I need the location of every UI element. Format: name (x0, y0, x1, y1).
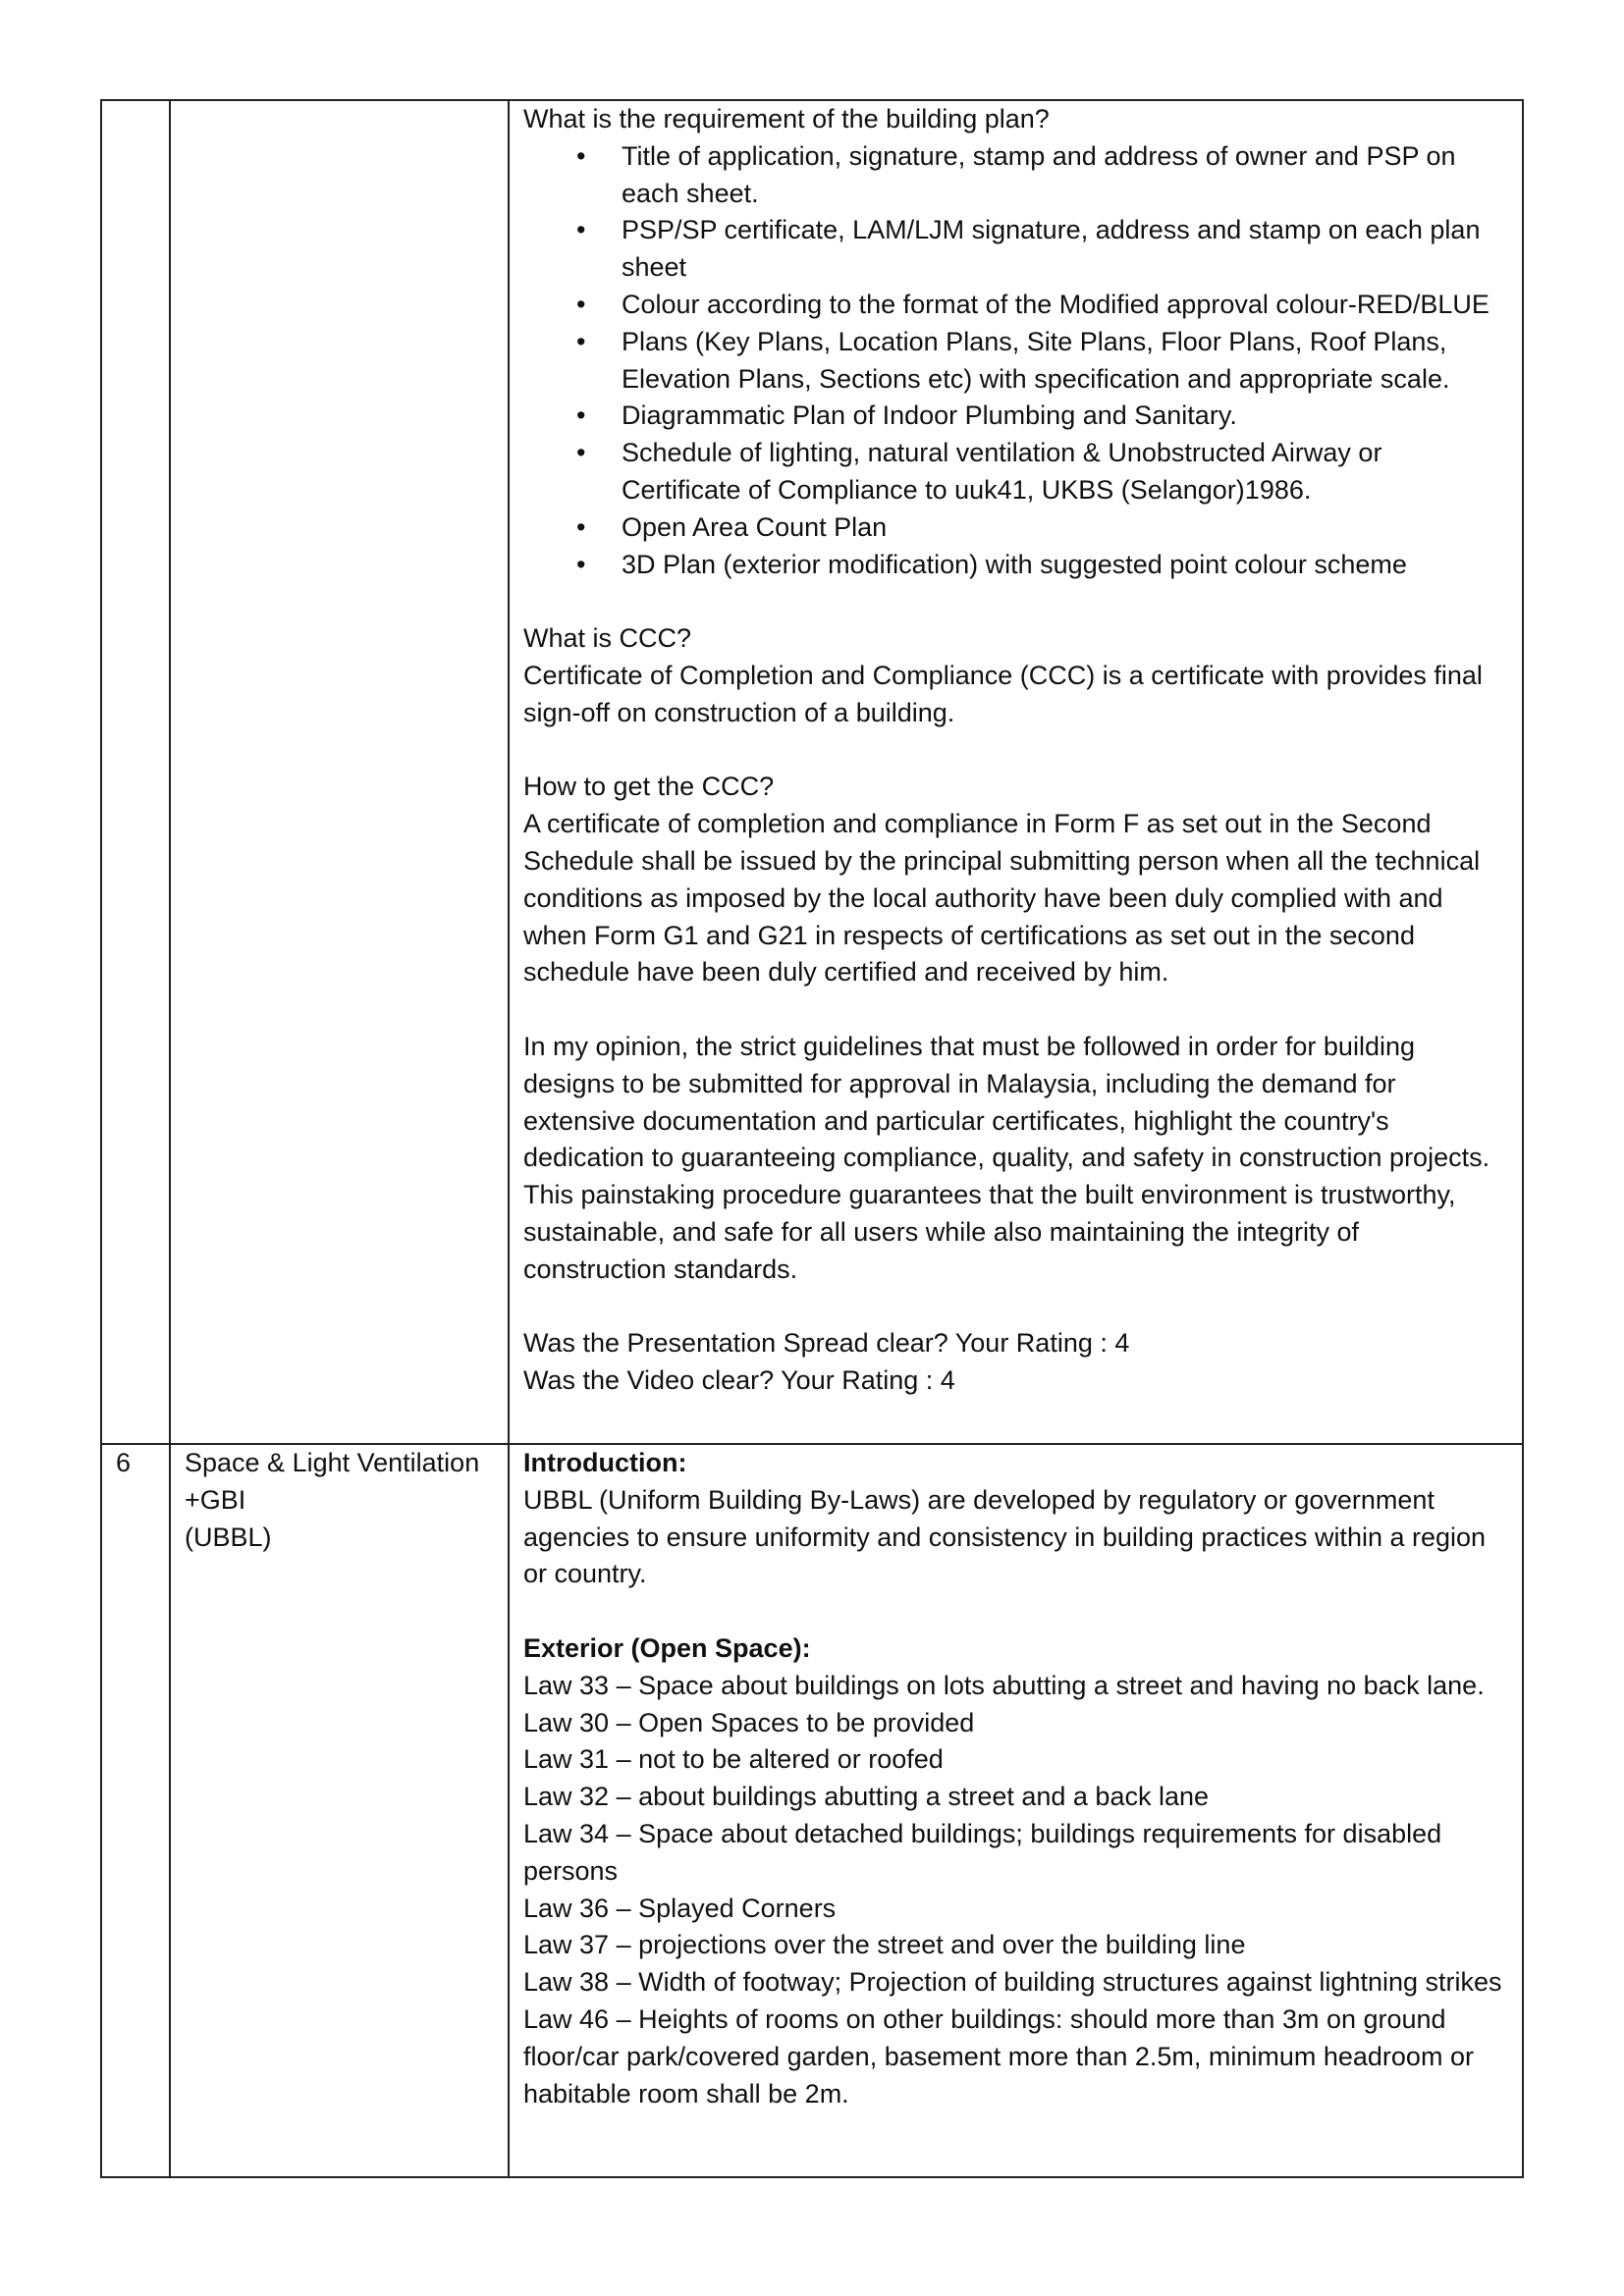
topic-line: (UBBL) (185, 1522, 272, 1552)
topic-cell (170, 1444, 509, 2177)
list-item: • Open Area Count Plan (622, 509, 1508, 547)
detail-cell (509, 1444, 1523, 2177)
building-plan-question: What is the requirement of the building plan? (523, 104, 1050, 133)
list-item: • Schedule of lighting, natural ventilation & Unobstructed Airway or Certificate of Compliance to uuk41, UKBS (Selangor)1986. (622, 435, 1508, 509)
topic-line: +GBI (185, 1484, 246, 1515)
exterior-heading: Exterior (Open Space): (523, 1632, 811, 1663)
table-row-previous (101, 100, 1523, 1444)
law-item: Law 34 – Space about detached buildings; buildings requirements for disabled persons (523, 1818, 1442, 1886)
list-item: • Title of application, signature, stamp and address of owner and PSP on each sheet. (622, 138, 1508, 213)
opinion-paragraph: In my opinion, the strict guidelines that must be followed in order for building designs to be submitted for approval in Malaysia, including the demand for extensive documentation and particular certificates, highlight the country's dedication to guaranteeing compliance, quality, and safety in construction projects. This painstaking procedure guarantees that the built environment is trustworthy, sustainable, and safe for all users while also maintaining the integrity of construction standards. (523, 1031, 1490, 1284)
spacer (523, 1289, 1508, 1326)
list-item: • 3D Plan (exterior modification) with suggested point colour scheme (622, 547, 1508, 584)
law-item: Law 37 – projections over the street and over the building line (523, 1930, 1246, 1960)
row-number-cell: 6 (101, 1444, 170, 2177)
detail-cell (509, 100, 1523, 1444)
list-item: • Plans (Key Plans, Location Plans, Site Plans, Floor Plans, Roof Plans, Elevation Plans, Sections etc) with specification and appropriate scale. (622, 324, 1508, 399)
intro-heading: Introduction: (523, 1448, 687, 1477)
law-item: Law 33 – Space about buildings on lots abutting a street and having no back lane. (523, 1670, 1485, 1700)
building-plan-list (523, 138, 1508, 584)
law-item: Law 31 – not to be altered or roofed (523, 1744, 944, 1775)
rating-presentation: Was the Presentation Spread clear? Your Rating : 4 (523, 1328, 1130, 1359)
spacer (523, 732, 1508, 770)
ccc-answer: Certificate of Completion and Compliance (CCC) is a certificate with provides final sign-off on construction of a building. (523, 660, 1483, 727)
ccc-how-answer: A certificate of completion and compliance in Form F as set out in the Second Schedule shall be issued by the principal submitting person when all the technical conditions as imposed by the local authority have been duly complied with and when Form G1 and G21 in respects of certifications as set out in the second schedule have been duly certified and received by him. (523, 809, 1481, 988)
list-item: • Diagrammatic Plan of Indoor Plumbing and Sanitary. (622, 398, 1508, 435)
spacer (523, 991, 1508, 1029)
list-item: • PSP/SP certificate, LAM/LJM signature, address and stamp on each plan sheet (622, 212, 1508, 287)
spacer (523, 583, 1508, 620)
topic-cell (170, 100, 509, 1444)
rating-video: Was the Video clear? Your Rating : 4 (523, 1365, 955, 1396)
intro-text: UBBL (Uniform Building By-Laws) are developed by regulatory or government agencies to ensure uniformity and consistency in building practices within a region or country. (523, 1484, 1487, 1589)
row-number-cell (101, 100, 170, 1444)
ccc-how-question: How to get the CCC? (523, 772, 775, 802)
list-item: • Colour according to the format of the Modified approval colour-RED/BLUE (622, 287, 1508, 324)
topic-line: Space & Light Ventilation (185, 1448, 480, 1477)
law-item: Law 32 – about buildings abutting a street and a back lane (523, 1782, 1210, 1812)
law-item: Law 38 – Width of footway; Projection of building structures against lightning strikes (523, 1967, 1502, 1998)
table-row-6 (101, 1444, 1523, 2177)
law-item: Law 36 – Splayed Corners (523, 1893, 837, 1923)
law-item: Law 46 – Heights of rooms on other buildings: should more than 3m on ground floor/car park/covered garden, basement more than 2.5m, minimum headroom or habitable room shall be 2m. (523, 2003, 1474, 2109)
spacer (523, 1593, 1508, 1630)
ccc-question: What is CCC? (523, 623, 692, 654)
assessment-table (100, 99, 1524, 2178)
law-item: Law 30 – Open Spaces to be provided (523, 1707, 975, 1737)
